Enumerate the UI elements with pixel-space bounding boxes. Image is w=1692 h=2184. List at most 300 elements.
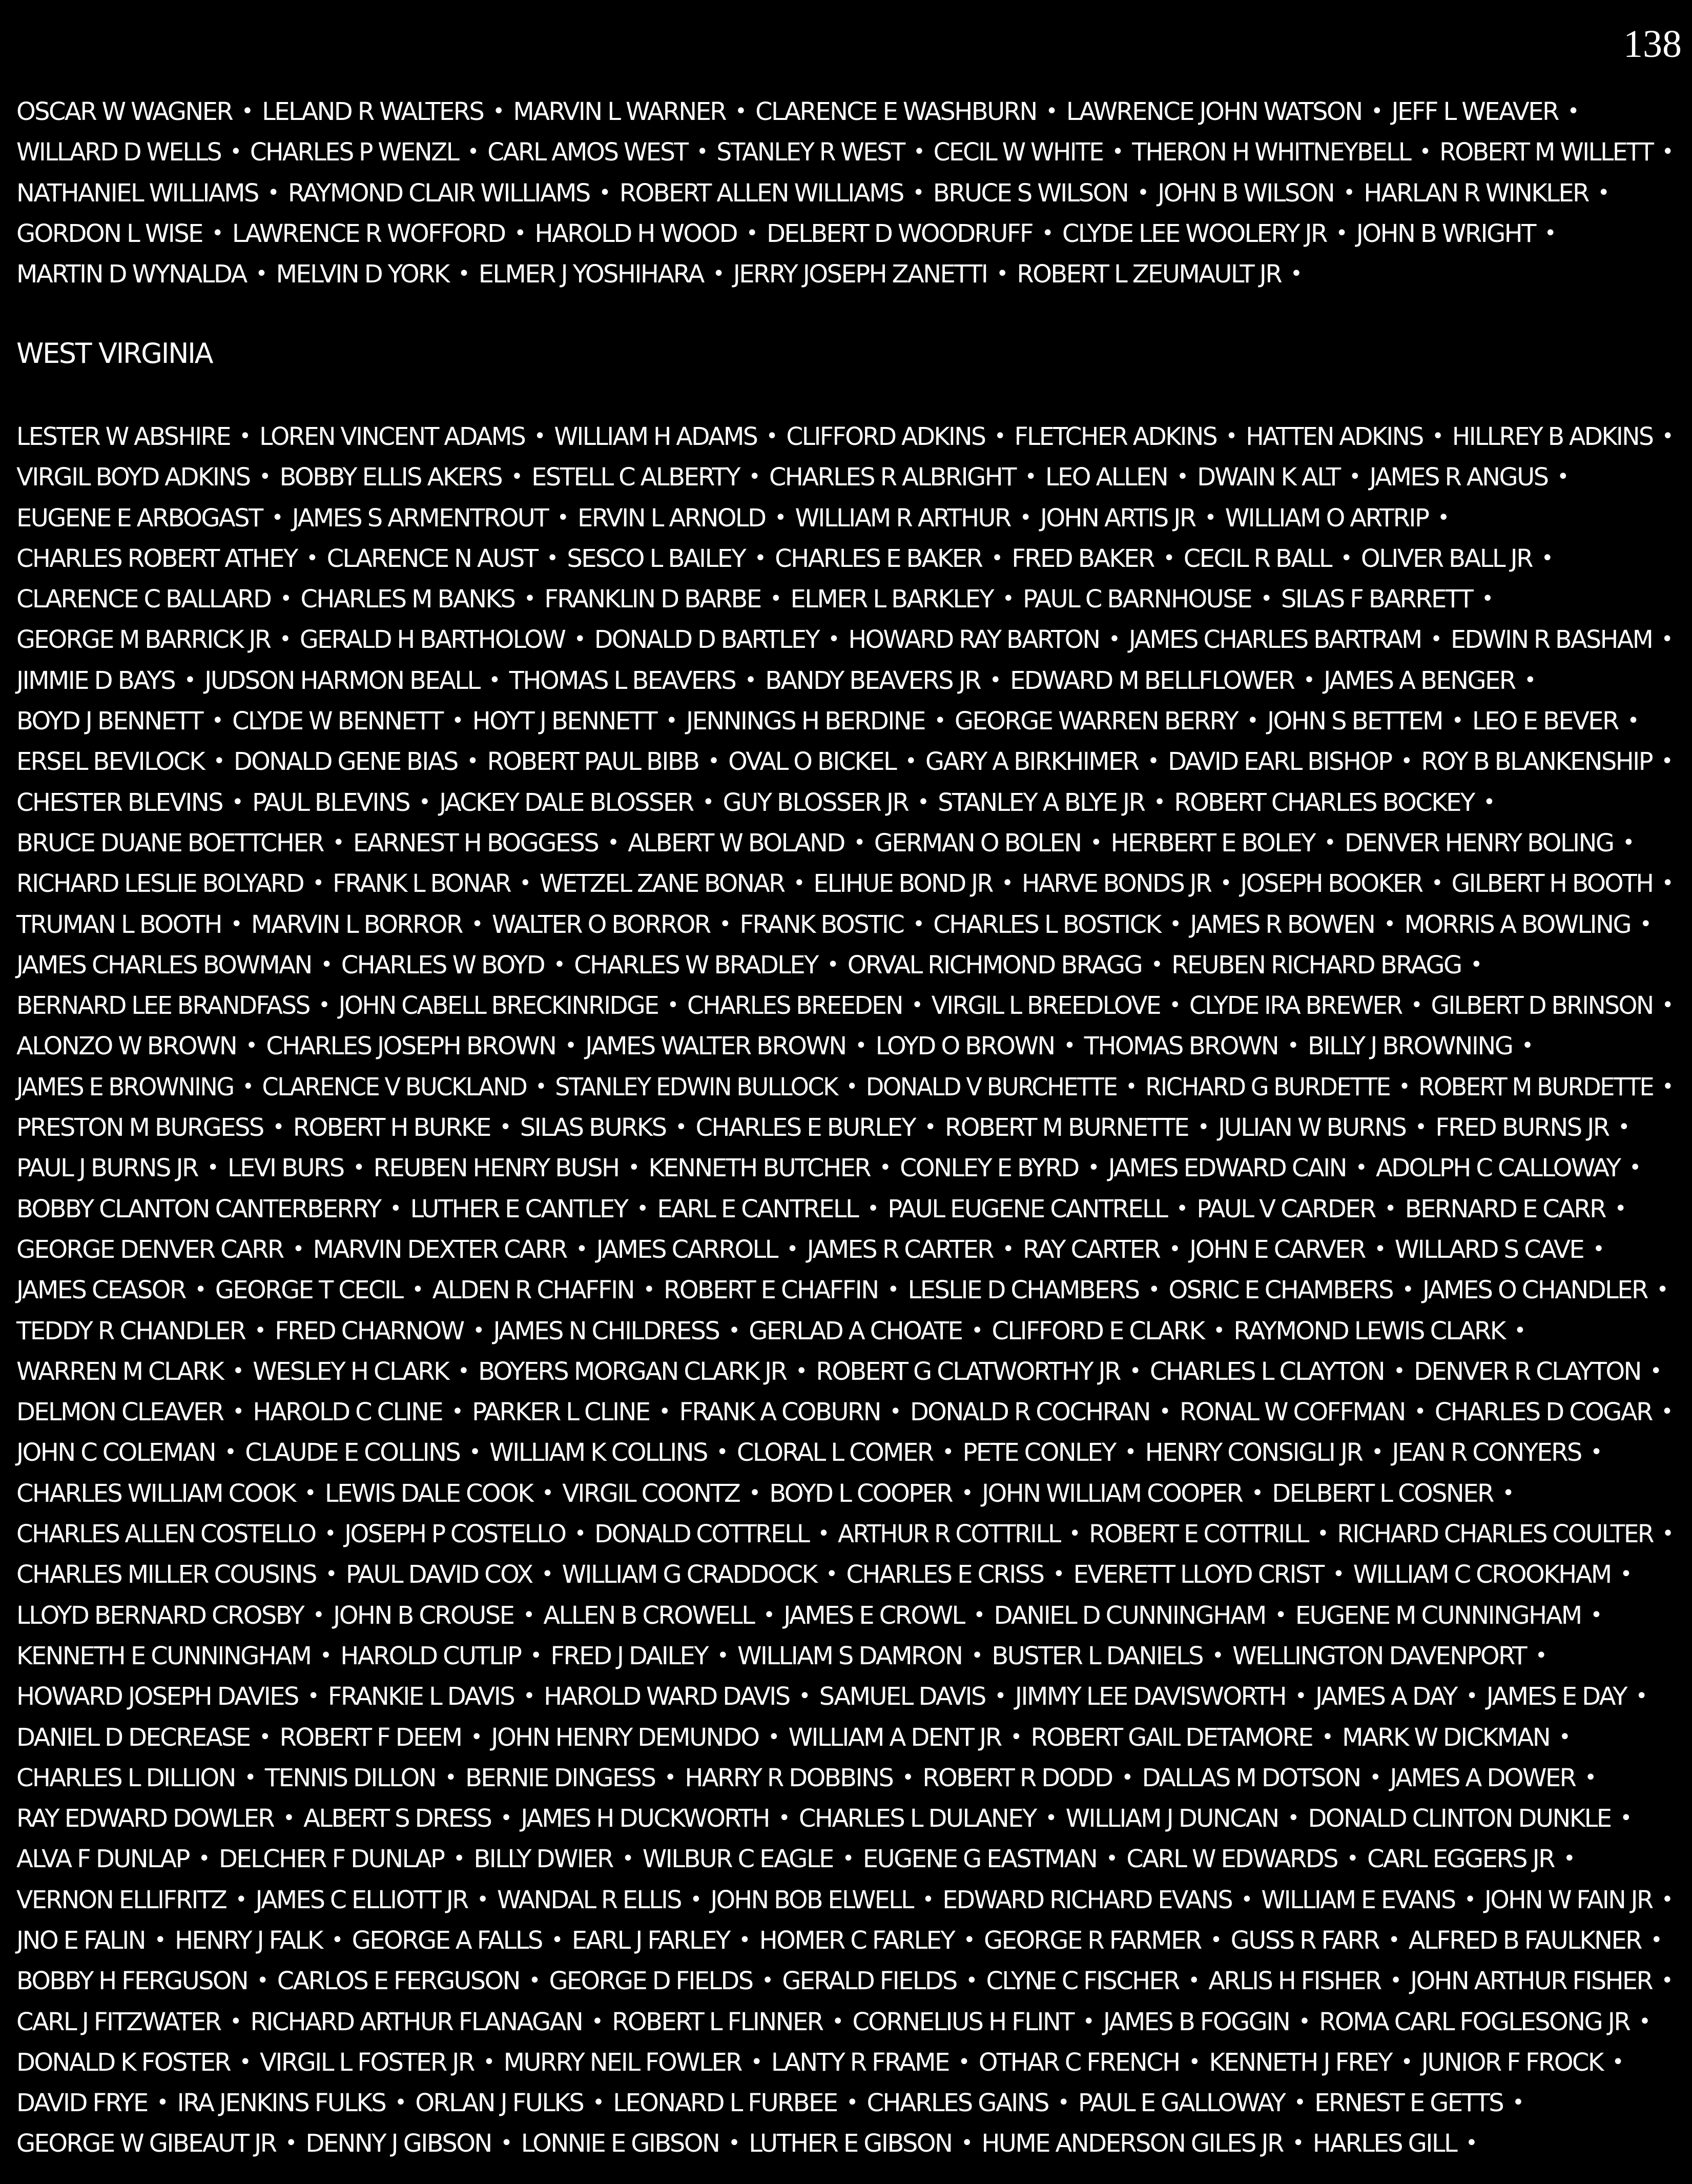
honoree-name: GILBERT D BRINSON [1431, 991, 1653, 1020]
bullet-separator: • [1317, 1522, 1328, 1546]
honoree-name: TRUMAN L BOOTH [16, 910, 221, 939]
honoree-name: GEORGE T CECIL [215, 1276, 403, 1305]
bullet-separator: • [535, 1074, 546, 1098]
honoree-name: JOHN B CROUSE [333, 1601, 514, 1630]
name-line [16, 1514, 1673, 1554]
bullet-separator: • [1393, 1359, 1405, 1383]
bullet-separator: • [280, 587, 291, 611]
honoree-name: JAMES A BENGER [1324, 666, 1515, 695]
bullet-separator: • [1629, 1156, 1640, 1180]
bullet-separator: • [1567, 99, 1578, 123]
honoree-name: JACKEY DALE BLOSSER [439, 788, 693, 817]
bullet-separator: • [1466, 1684, 1477, 1708]
bullet-separator: • [1369, 1765, 1380, 1789]
bullet-separator: • [198, 1847, 209, 1871]
bullet-separator: • [708, 749, 719, 773]
honoree-name: JAMES N CHILDRESS [493, 1316, 719, 1345]
honoree-name: LEONARD L FURBEE [613, 2089, 837, 2118]
honoree-name: ROBERT M WILLETT [1439, 138, 1653, 167]
bullet-separator: • [1384, 912, 1395, 936]
honoree-name: MARVIN DEXTER CARR [313, 1235, 567, 1264]
honoree-name: DONALD GENE BIAS [233, 747, 458, 777]
honoree-name: CECIL R BALL [1183, 544, 1331, 573]
honoree-name: WILLIAM E EVANS [1261, 1885, 1455, 1914]
name-line [16, 213, 1682, 254]
name-line [16, 782, 1682, 823]
honoree-name: PAUL J BURNS JR [16, 1154, 198, 1183]
bullet-separator: • [728, 2131, 739, 2155]
honoree-name: JEFF L WEAVER [1391, 97, 1558, 126]
honoree-name: MURRY NEIL FOWLER [503, 2048, 741, 2077]
honoree-name: JAMES B FOGGIN [1103, 2007, 1290, 2036]
honoree-name: PAUL EUGENE CANTRELL [888, 1194, 1167, 1223]
honoree-name: JOHN C COLEMAN [16, 1438, 216, 1467]
honoree-name: CARL J FITZWATER [16, 2007, 221, 2036]
bullet-separator: • [1430, 627, 1441, 651]
bullet-separator: • [492, 99, 504, 123]
bullet-separator: • [1163, 546, 1174, 570]
bullet-separator: • [1483, 790, 1494, 814]
honoree-name: JIMMIE D BAYS [16, 666, 175, 695]
honoree-name: FRED CHARNOW [275, 1316, 464, 1345]
bullet-separator: • [470, 1725, 482, 1749]
honoree-name: BOBBY ELLIS AKERS [279, 463, 502, 492]
honoree-name: GEORGE A FALLS [352, 1926, 542, 1955]
bullet-separator: • [887, 1278, 898, 1302]
bullet-separator: • [965, 1969, 977, 1993]
honoree-name: JAMES E BROWNING [16, 1072, 234, 1101]
honoree-name: CHARLES E BURLEY [695, 1113, 915, 1142]
bullet-separator: • [1287, 1806, 1298, 1830]
honoree-name: ROBERT E CHAFFIN [663, 1276, 878, 1305]
bullet-separator: • [1001, 871, 1013, 895]
honoree-name: PAUL E GALLOWAY [1078, 2089, 1285, 2118]
honoree-name: WILLARD D WELLS [16, 138, 221, 167]
honoree-name: VIRGIL L FOSTER JR [260, 2048, 474, 2077]
honoree-name: PAUL V CARDER [1196, 1194, 1375, 1223]
bullet-separator: • [942, 1440, 953, 1464]
honoree-name: REUBEN HENRY BUSH [373, 1154, 619, 1183]
bullet-separator: • [961, 2131, 972, 2155]
honoree-name: BERNIE DINGESS [465, 1763, 655, 1792]
bullet-separator: • [1411, 993, 1421, 1017]
name-line [16, 1189, 1682, 1229]
bullet-separator: • [922, 1887, 933, 1911]
bullet-separator: • [735, 99, 746, 123]
bullet-separator: • [963, 1928, 975, 1952]
bullet-separator: • [989, 668, 1000, 692]
bullet-separator: • [451, 1400, 463, 1424]
honoree-name: HOWARD RAY BARTON [848, 625, 1100, 655]
honoree-name: CARL AMOS WEST [487, 138, 688, 167]
name-line [16, 579, 1682, 619]
bullet-separator: • [419, 790, 430, 814]
honoree-name: THERON H WHITNEYBELL [1132, 138, 1411, 167]
honoree-name: DELCHER F DUNLAP [218, 1845, 444, 1874]
honoree-name: WILLARD S CAVE [1394, 1235, 1584, 1264]
honoree-name: JEAN R CONYERS [1392, 1438, 1581, 1467]
honoree-name: MARVIN L WARNER [513, 97, 726, 126]
honoree-name: OSCAR W WAGNER [16, 97, 233, 126]
bullet-separator: • [798, 1684, 810, 1708]
name-line [16, 1107, 1682, 1148]
bullet-separator: • [213, 749, 224, 773]
honoree-name: EVERETT LLOYD CRIST [1073, 1560, 1324, 1589]
honoree-name: DENVER HENRY BOLING [1344, 828, 1614, 858]
name-line [16, 173, 1682, 213]
name-line [16, 1839, 1682, 1879]
honoree-name: DELMON CLEAVER [16, 1398, 223, 1427]
bullet-separator: • [523, 1603, 534, 1627]
bullet-separator: • [855, 1034, 866, 1058]
name-line [16, 1798, 1682, 1839]
bullet-separator: • [912, 180, 923, 205]
honoree-name: WILLIAM K COLLINS [489, 1438, 707, 1467]
name-line [16, 904, 1682, 945]
honoree-name: HARVE BONDS JR [1021, 869, 1211, 899]
bullet-separator: • [971, 1643, 982, 1667]
honoree-name: MELVIN D YORK [276, 260, 449, 289]
bullet-separator: • [1169, 1237, 1180, 1261]
bullet-separator: • [994, 424, 1005, 448]
bullet-separator: • [599, 180, 610, 205]
honoree-name: ROBERT L FLINNER [612, 2007, 823, 2036]
bullet-separator: • [283, 1806, 294, 1830]
bullet-separator: • [1129, 1359, 1140, 1383]
honoree-name: HENRY J FALK [174, 1926, 322, 1955]
honoree-name: ALFRED B FAULKNER [1408, 1926, 1641, 1955]
name-line [16, 1270, 1682, 1310]
bullet-separator: • [1108, 627, 1120, 651]
bullet-separator: • [716, 1643, 728, 1667]
honoree-name: CORNELIUS H FLINT [852, 2007, 1074, 2036]
honoree-name: EUGENE M CUNNINGHAM [1295, 1601, 1581, 1630]
honoree-name: RICHARD ARTHUR FLANAGAN [250, 2007, 583, 2036]
honoree-name: HAROLD C CLINE [253, 1398, 443, 1427]
honoree-name: HAROLD CUTLIP [340, 1641, 521, 1670]
honoree-name: HARLAN R WINKLER [1364, 178, 1588, 208]
bullet-separator: • [1111, 140, 1123, 164]
bullet-separator: • [716, 1440, 727, 1464]
bullet-separator: • [184, 668, 195, 692]
bullet-separator: • [255, 262, 266, 286]
honoree-name: HATTEN ADKINS [1246, 422, 1423, 451]
honoree-name: JAMES E CROWL [783, 1601, 964, 1630]
bullet-separator: • [1220, 871, 1231, 895]
bullet-separator: • [889, 1400, 900, 1424]
honoree-name: HILLREY B ADKINS [1452, 422, 1653, 451]
bullet-separator: • [1188, 2050, 1200, 2074]
honoree-name: GERALD FIELDS [782, 1967, 957, 1996]
honoree-name: CARL W EDWARDS [1126, 1845, 1337, 1874]
honoree-name: ELMER J YOSHIHARA [478, 260, 704, 289]
honoree-name: JULIAN W BURNS [1218, 1113, 1406, 1142]
bullet-separator: • [754, 546, 766, 570]
bullet-separator: • [766, 424, 777, 448]
bullet-separator: • [1535, 1643, 1546, 1667]
honoree-name: CHARLES JOSEPH BROWN [266, 1032, 556, 1061]
honoree-name: GILBERT H BOOTH [1451, 869, 1653, 899]
bullet-separator: • [778, 1806, 789, 1830]
bullet-separator: • [1246, 709, 1257, 733]
honoree-name: BANDY BEAVERS JR [765, 666, 980, 695]
bullet-separator: • [1204, 505, 1215, 529]
bullet-separator: • [1639, 2009, 1650, 2033]
bullet-separator: • [458, 1359, 469, 1383]
bullet-separator: • [902, 1765, 913, 1789]
honoree-name: ALONZO W BROWN [16, 1032, 237, 1061]
honoree-name: FRANKLIN D BARBE [544, 585, 761, 614]
honoree-name: LOREN VINCENT ADAMS [259, 422, 525, 451]
honoree-name: SILAS F BARRETT [1281, 585, 1473, 614]
name-line [16, 1148, 1682, 1188]
bullet-separator: • [1213, 1318, 1224, 1342]
bullet-separator: • [292, 1237, 303, 1261]
bullet-separator: • [230, 2009, 241, 2033]
honoree-name: HAROLD WARD DAVIS [544, 1682, 790, 1711]
bullet-separator: • [971, 1318, 982, 1342]
honoree-name: ROBERT M BURDETTE [1418, 1072, 1654, 1101]
name-line [16, 457, 1682, 497]
bullet-separator: • [466, 749, 478, 773]
honoree-name: GORDON L WISE [16, 219, 202, 248]
bullet-separator: • [239, 2050, 251, 2074]
bullet-separator: • [312, 871, 323, 895]
honoree-name: PAUL DAVID COX [345, 1560, 532, 1589]
honoree-name: DELBERT D WOODRUFF [767, 219, 1033, 248]
bullet-separator: • [154, 1928, 165, 1952]
honoree-name: LUTHER E CANTLEY [410, 1194, 628, 1223]
honoree-name: DONALD COTTRELL [594, 1520, 809, 1549]
bullet-separator: • [1292, 2131, 1303, 2155]
bullet-separator: • [1401, 1278, 1413, 1302]
honoree-name: GEORGE R FARMER [984, 1926, 1201, 1955]
bullet-separator: • [1024, 465, 1036, 489]
bullet-separator: • [1514, 1318, 1525, 1342]
bullet-separator: • [542, 1481, 553, 1505]
bullet-separator: • [411, 1278, 423, 1302]
bullet-separator: • [241, 99, 253, 123]
bullet-separator: • [1188, 1969, 1199, 1993]
bullet-separator: • [1335, 221, 1347, 245]
bullet-separator: • [500, 1806, 511, 1830]
name-line [16, 2083, 1682, 2123]
honoree-name: JAMES R BOWEN [1190, 910, 1375, 939]
bullet-separator: • [1069, 1522, 1080, 1546]
bullet-separator: • [471, 912, 482, 936]
honoree-name: CLYDE LEE WOOLERY JR [1062, 219, 1327, 248]
honoree-name: JAMES EDWARD CAIN [1108, 1154, 1346, 1183]
honoree-name: ROY B BLANKENSHIP [1421, 747, 1652, 777]
honoree-name: BERNARD LEE BRANDFASS [16, 991, 309, 1020]
honoree-name: CHARLES L DILLION [16, 1763, 235, 1792]
bullet-separator: • [675, 1115, 686, 1139]
bullet-separator: • [666, 709, 677, 733]
honoree-name: JAMES WALTER BROWN [585, 1032, 846, 1061]
honoree-name: JAMES R CARTER [807, 1235, 993, 1264]
honoree-name: THOMAS L BEAVERS [509, 666, 736, 695]
bullet-separator: • [1274, 1603, 1286, 1627]
honoree-name: PAUL BLEVINS [252, 788, 410, 817]
name-line [16, 1595, 1682, 1636]
bullet-separator: • [1627, 709, 1638, 733]
honoree-name: LESLIE D CHAMBERS [907, 1276, 1139, 1305]
bullet-separator: • [523, 1684, 534, 1708]
bullet-separator: • [279, 627, 291, 651]
honoree-name: REUBEN RICHARD BRAGG [1171, 950, 1461, 979]
honoree-name: SAMUEL DAVIS [819, 1682, 985, 1711]
honoree-name: CARLOS E FERGUSON [277, 1967, 520, 1996]
honoree-name: EUGENE E ARBOGAST [16, 503, 262, 533]
honoree-name: ROBERT L ZEUMAULT JR [1017, 260, 1282, 289]
honoree-name: CHARLES WILLIAM COOK [16, 1479, 295, 1508]
bullet-separator: • [746, 221, 757, 245]
honoree-name: JOHN E CARVER [1189, 1235, 1365, 1264]
honoree-name: KENNETH E CUNNINGHAM [16, 1641, 311, 1670]
bullet-separator: • [817, 1522, 829, 1546]
bullet-separator: • [245, 1034, 257, 1058]
honoree-name: JAMES A DOWER [1390, 1763, 1576, 1792]
honoree-name: JOHN W FAIN JR [1484, 1885, 1653, 1914]
honoree-name: ARTHUR R COTTRILL [837, 1520, 1060, 1549]
bullet-separator: • [973, 1603, 984, 1627]
honoree-name: CHARLES L CLAYTON [1149, 1357, 1385, 1386]
honoree-name: EDWIN R BASHAM [1451, 625, 1653, 655]
honoree-name: OSRIC E CHAMBERS [1168, 1276, 1393, 1305]
bullet-separator: • [235, 1887, 246, 1911]
bullet-separator: • [1662, 424, 1673, 448]
name-line [16, 254, 1682, 294]
honoree-name: CLARENCE E WASHBURN [755, 97, 1037, 126]
bullet-separator: • [1451, 709, 1462, 733]
bullet-separator: • [1169, 993, 1180, 1017]
bullet-separator: • [1400, 749, 1412, 773]
honoree-name: VIRGIL BOYD ADKINS [16, 463, 250, 492]
bullet-separator: • [472, 1318, 484, 1342]
bullet-separator: • [389, 1196, 401, 1220]
bullet-separator: • [306, 546, 317, 570]
bullet-separator: • [1400, 2050, 1412, 2074]
bullet-separator: • [272, 1115, 283, 1139]
honoree-name: CLIFFORD ADKINS [786, 422, 985, 451]
name-line [16, 132, 1673, 172]
page-number: 138 [1623, 23, 1682, 66]
honoree-name: OTHAR C FRENCH [978, 2048, 1180, 2077]
bullet-separator: • [1053, 1562, 1064, 1586]
honoree-name: LEO ALLEN [1045, 463, 1168, 492]
honoree-name: JAMES CARROLL [596, 1235, 777, 1264]
bullet-separator: • [242, 1074, 253, 1098]
bullet-separator: • [1639, 912, 1650, 936]
honoree-name: WESLEY H CLARK [253, 1357, 449, 1386]
bullet-separator: • [1650, 1928, 1661, 1952]
honoree-name: ADOLPH C CALLOWAY [1375, 1154, 1620, 1183]
honoree-name: DONALD V BURCHETTE [865, 1072, 1117, 1101]
honoree-name: ROBERT E COTTRILL [1089, 1520, 1308, 1549]
bullet-separator: • [667, 993, 678, 1017]
bullet-separator: • [1295, 1684, 1306, 1708]
honoree-name: LANTY R FRAME [771, 2048, 949, 2077]
honoree-name: WILLIAM J DUNCAN [1065, 1804, 1278, 1833]
honoree-name: MARVIN L BORROR [251, 910, 462, 939]
name-line [16, 741, 1677, 782]
name-line [16, 985, 1673, 1026]
honoree-name: ELMER L BARKLEY [790, 585, 993, 614]
bullet-separator: • [1147, 749, 1159, 773]
honoree-name: GARY A BIRKHIMER [925, 747, 1139, 777]
bullet-separator: • [1544, 221, 1555, 245]
bullet-separator: • [211, 221, 222, 245]
bullet-separator: • [1082, 2009, 1093, 2033]
honoree-name: ROBERT F DEEM [279, 1723, 462, 1752]
bullet-separator: • [1153, 790, 1165, 814]
bullet-separator: • [511, 465, 522, 489]
bullet-separator: • [1251, 1481, 1263, 1505]
bullet-separator: • [690, 1887, 701, 1911]
honoree-name: DWAIN K ALT [1197, 463, 1340, 492]
honoree-name: CLARENCE N AUST [326, 544, 538, 573]
honoree-name: ERNEST E GETTS [1314, 2089, 1503, 2118]
honoree-name: CLYNE C FISCHER [986, 1967, 1179, 1996]
name-line [16, 1311, 1682, 1351]
honoree-name: MORRIS A BOWLING [1404, 910, 1631, 939]
honoree-name: HAROLD H WOOD [534, 219, 737, 248]
bullet-separator: • [1661, 1969, 1672, 1993]
bullet-separator: • [934, 709, 945, 733]
honoree-name: HERBERT E BOLEY [1110, 828, 1315, 858]
honoree-name: EDWARD RICHARD EVANS [942, 1885, 1232, 1914]
bullet-separator: • [259, 1725, 270, 1749]
honoree-name: WILBUR C EAGLE [642, 1845, 833, 1874]
bullet-separator: • [913, 140, 924, 164]
bullet-separator: • [1210, 1928, 1221, 1952]
honoree-name: LELAND R WALTERS [262, 97, 484, 126]
honoree-name: CHESTER BLEVINS [16, 788, 223, 817]
bullet-separator: • [1502, 1481, 1513, 1505]
name-line [16, 1880, 1673, 1920]
bullet-separator: • [643, 1278, 654, 1302]
honoree-name: CHARLES ROBERT ATHEY [16, 544, 297, 573]
bullet-separator: • [1124, 1440, 1136, 1464]
bullet-separator: • [827, 952, 838, 976]
name-line [16, 1636, 1682, 1676]
bullet-separator: • [1045, 1806, 1056, 1830]
honoree-name: LUTHER E GIBSON [749, 2129, 952, 2158]
bullet-separator: • [994, 1684, 1005, 1708]
honoree-name: MARK W DICKMAN [1342, 1723, 1550, 1752]
bullet-separator: • [846, 2091, 857, 2115]
honoree-name: MARTIN D WYNALDA [16, 260, 246, 289]
honoree-name: CLARENCE C BALLARD [16, 585, 271, 614]
bullet-separator: • [1464, 1887, 1475, 1911]
bullet-separator: • [307, 1684, 318, 1708]
honoree-name: JOSEPH BOOKER [1240, 869, 1422, 899]
bullet-separator: • [1260, 587, 1271, 611]
honoree-name: CECIL W WHITE [933, 138, 1103, 167]
name-line [16, 1229, 1682, 1270]
honoree-name: DELBERT L COSNER [1272, 1479, 1493, 1508]
honoree-name: JERRY JOSEPH ZANETTI [733, 260, 987, 289]
bullet-separator: • [1584, 1765, 1596, 1789]
honoree-name: CHARLES GAINS [866, 2089, 1048, 2118]
name-line [16, 1067, 1673, 1107]
bullet-separator: • [1620, 1562, 1631, 1586]
honoree-name: SESCO L BAILEY [567, 544, 746, 573]
honoree-name: FRANK BOSTIC [739, 910, 904, 939]
honoree-name: WILLIAM H ADAMS [554, 422, 757, 451]
bullet-separator: • [320, 1643, 331, 1667]
bullet-separator: • [768, 1725, 779, 1749]
